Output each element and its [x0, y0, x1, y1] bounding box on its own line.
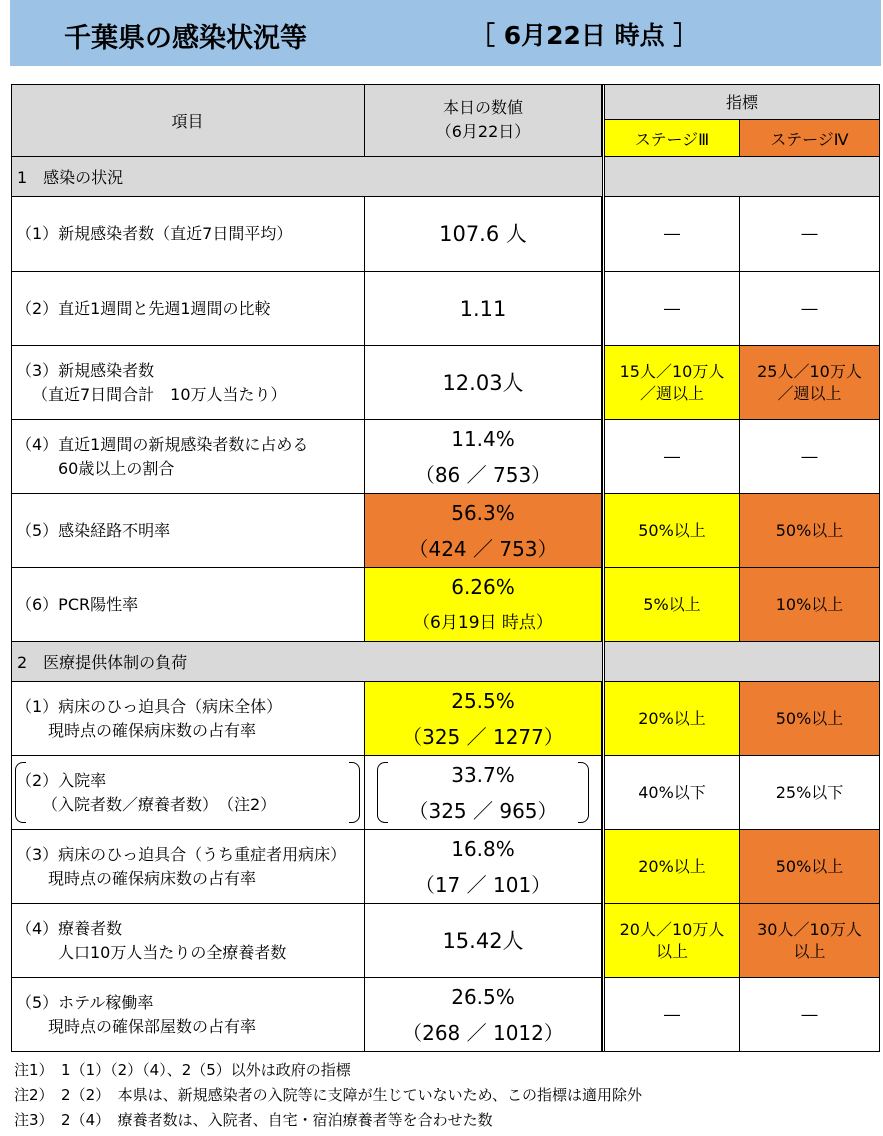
item-line2: 現時点の確保部屋数の占有率: [48, 1016, 257, 1036]
row-bed-occupancy-stage4: [740, 682, 880, 756]
row-week-ratio-stage4: [740, 272, 880, 346]
stage3-value: 50%以上: [638, 520, 706, 540]
footnote-2: 注2） 2（2） 本県は、新規感染者の入院等に支障が生じていないため、この指標は適用除外: [14, 1086, 643, 1104]
item-line2: （入院者数／療養者数） （注2）: [42, 794, 277, 814]
section-infection-status: [11, 157, 880, 197]
row-week-ratio-value: [365, 272, 602, 346]
stage4-value: 25%以下: [775, 782, 844, 802]
header-item: [11, 84, 365, 157]
stage4-value: ―: [801, 1004, 818, 1024]
header-value-line1: 本日の数値: [442, 98, 523, 117]
row-bed-occupancy-item: [11, 682, 365, 756]
row-hotel-occupancy-stage3: [605, 978, 740, 1052]
double-divider: [602, 84, 605, 1052]
item-line2: 人口10万人当たりの全療養者数: [58, 942, 287, 962]
row-unknown-route-item: [11, 494, 365, 568]
row-new-cases-per100k-value: [365, 346, 602, 420]
value-line1: 16.8%: [451, 836, 515, 861]
stage3-line2: 以上: [655, 941, 688, 961]
header-value-line2: （6月22日）: [435, 122, 531, 141]
header-stage3-label: ステージⅢ: [634, 129, 710, 149]
stage3-value: 5%以上: [643, 594, 701, 614]
row-unknown-route-value: [365, 494, 602, 568]
section-medical-load: [11, 642, 880, 682]
row-new-cases-avg-value: [365, 197, 602, 272]
section-2-label: 2 医療提供体制の負荷: [17, 653, 188, 672]
item-line1: （5）ホテル稼働率: [16, 992, 154, 1012]
bracket-right: [578, 762, 589, 823]
row-pcr-positive-item: [11, 568, 365, 642]
header-indicator: [605, 84, 880, 120]
row-unknown-route-stage4: [740, 494, 880, 568]
value-line1: 26.5%: [451, 984, 515, 1009]
stage4-value: 50%以上: [775, 708, 844, 728]
value-line2: （268 ／ 1012）: [402, 1020, 564, 1045]
row-new-cases-avg-stage3: [605, 197, 740, 272]
bracket-left: [377, 762, 388, 823]
stage4-value: 50%以上: [775, 856, 844, 876]
header-indicator-label: 指標: [725, 93, 758, 112]
row-bed-occupancy-value: [365, 682, 602, 756]
row-severe-bed-item: [11, 830, 365, 904]
row-pcr-positive-value: [365, 568, 602, 642]
value-line1: 25.5%: [451, 688, 515, 713]
item-line1: （4）療養者数: [16, 918, 123, 938]
value-line1: 12.03人: [442, 370, 524, 395]
footnotes: [14, 1058, 642, 1133]
value-line1: 11.4%: [451, 426, 515, 451]
item-line1: （6）PCR陽性率: [16, 594, 139, 614]
header-item-label: 項目: [171, 111, 204, 131]
item-line1: （5）感染経路不明率: [16, 520, 171, 540]
stage3-value: 20%以上: [638, 708, 706, 728]
item-line1: （4）直近1週間の新規感染者数に占める: [16, 434, 309, 454]
value-line1: 15.42人: [442, 928, 524, 953]
item-line1: （3）病床のひっ迫具合（うち重症者用病床）: [16, 844, 347, 864]
header-stage4-label: ステージⅣ: [770, 129, 849, 149]
row-severe-bed-stage3: [605, 830, 740, 904]
row-recuperating-value: [365, 904, 602, 978]
stage3-value: ―: [664, 224, 680, 243]
item-line1: （2）入院率: [16, 770, 107, 790]
title-banner: [10, 0, 881, 66]
row-elderly-share-stage3: [605, 420, 740, 494]
row-recuperating-item: [11, 904, 365, 978]
row-hotel-occupancy-stage4: [740, 978, 880, 1052]
row-severe-bed-stage4: [740, 830, 880, 904]
stage3-line1: 20人／10万人: [619, 919, 725, 939]
section-1-label: 1 感染の状況: [17, 168, 124, 187]
row-week-ratio-item: [11, 272, 365, 346]
stage4-line1: 30人／10万人: [757, 919, 862, 939]
row-week-ratio-stage3: [605, 272, 740, 346]
value-line1: 6.26%: [451, 574, 515, 599]
header-stage3: [605, 120, 740, 157]
value-line2: （17 ／ 101）: [414, 872, 552, 897]
page-title: 千葉県の感染状況等: [64, 23, 307, 54]
value-line1: 1.11: [459, 296, 507, 321]
item-line1: （2）直近1週間と先週1週間の比較: [16, 298, 271, 318]
value-line2: （6月19日 時点）: [413, 612, 553, 633]
value-line1: 33.7%: [451, 762, 515, 787]
row-recuperating-stage4: [740, 904, 880, 978]
header-value: [365, 84, 602, 157]
stage3-value: ―: [664, 446, 680, 466]
stage4-value: 50%以上: [775, 520, 844, 540]
row-new-cases-avg-stage4: [740, 197, 880, 272]
stage4-line1: 25人／10万人: [757, 361, 862, 381]
value-line2: （424 ／ 753）: [408, 536, 558, 561]
row-new-cases-per100k-stage4: [740, 346, 880, 420]
item-line2: 現時点の確保病床数の占有率: [48, 720, 257, 740]
row-new-cases-avg-item: [11, 197, 365, 272]
row-pcr-positive-stage3: [605, 568, 740, 642]
value-line2: （325 ／ 965）: [408, 798, 558, 823]
stage3-value: ―: [664, 1004, 680, 1024]
stage3-line1: 15人／10万人: [619, 361, 725, 381]
row-admission-rate-stage3: [605, 756, 740, 830]
header-stage4: [740, 120, 880, 157]
footnote-1: 注1） 1（1）（2）（4）、2（5）以外は政府の指標: [14, 1061, 351, 1079]
row-hotel-occupancy-item: [11, 978, 365, 1052]
row-new-cases-per100k-stage3: [605, 346, 740, 420]
item-line1: （3）新規感染者数: [16, 360, 155, 380]
bracket-right: [349, 762, 360, 823]
item-line2: 現時点の確保病床数の占有率: [48, 868, 257, 888]
row-new-cases-per100k-item: [11, 346, 365, 420]
row-elderly-share-item: [11, 420, 365, 494]
value-line1: 107.6 人: [439, 222, 527, 246]
stage4-value: ―: [801, 298, 818, 318]
value-line2: （325 ／ 1277）: [402, 724, 564, 749]
row-bed-occupancy-stage3: [605, 682, 740, 756]
row-severe-bed-value: [365, 830, 602, 904]
row-elderly-share-stage4: [740, 420, 880, 494]
row-admission-rate-stage4: [740, 756, 880, 830]
stage4-value: ―: [801, 224, 818, 243]
item-line2: （直近7日間合計 10万人当たり）: [32, 384, 287, 404]
value-line2: （86 ／ 753）: [414, 462, 552, 487]
as-of-date: ［ 6月22日 時点 ］: [470, 21, 699, 50]
item-line1: （1）新規感染者数（直近7日間平均）: [16, 224, 293, 243]
footnote-3: 注3） 2（4） 療養者数は、入院者、自宅・宿泊療養者等を合わせた数: [14, 1111, 493, 1129]
status-table: [11, 84, 880, 1052]
item-line2: 60歳以上の割合: [58, 458, 175, 478]
stage3-line2: ／週以上: [639, 383, 704, 403]
stage3-value: 20%以上: [638, 856, 706, 876]
item-line1: （1）病床のひっ迫具合（病床全体）: [16, 696, 283, 716]
stage4-line2: ／週以上: [777, 383, 842, 403]
row-recuperating-stage3: [605, 904, 740, 978]
stage4-value: 10%以上: [775, 594, 844, 614]
stage4-value: ―: [801, 446, 818, 466]
row-admission-rate-item: [11, 756, 365, 830]
stage4-line2: 以上: [793, 941, 826, 961]
stage3-value: ―: [664, 298, 680, 318]
row-hotel-occupancy-value: [365, 978, 602, 1052]
row-pcr-positive-stage4: [740, 568, 880, 642]
row-unknown-route-stage3: [605, 494, 740, 568]
stage3-value: 40%以下: [638, 782, 706, 802]
value-line1: 56.3%: [451, 500, 515, 525]
row-admission-rate-value: [365, 756, 602, 830]
row-elderly-share-value: [365, 420, 602, 494]
